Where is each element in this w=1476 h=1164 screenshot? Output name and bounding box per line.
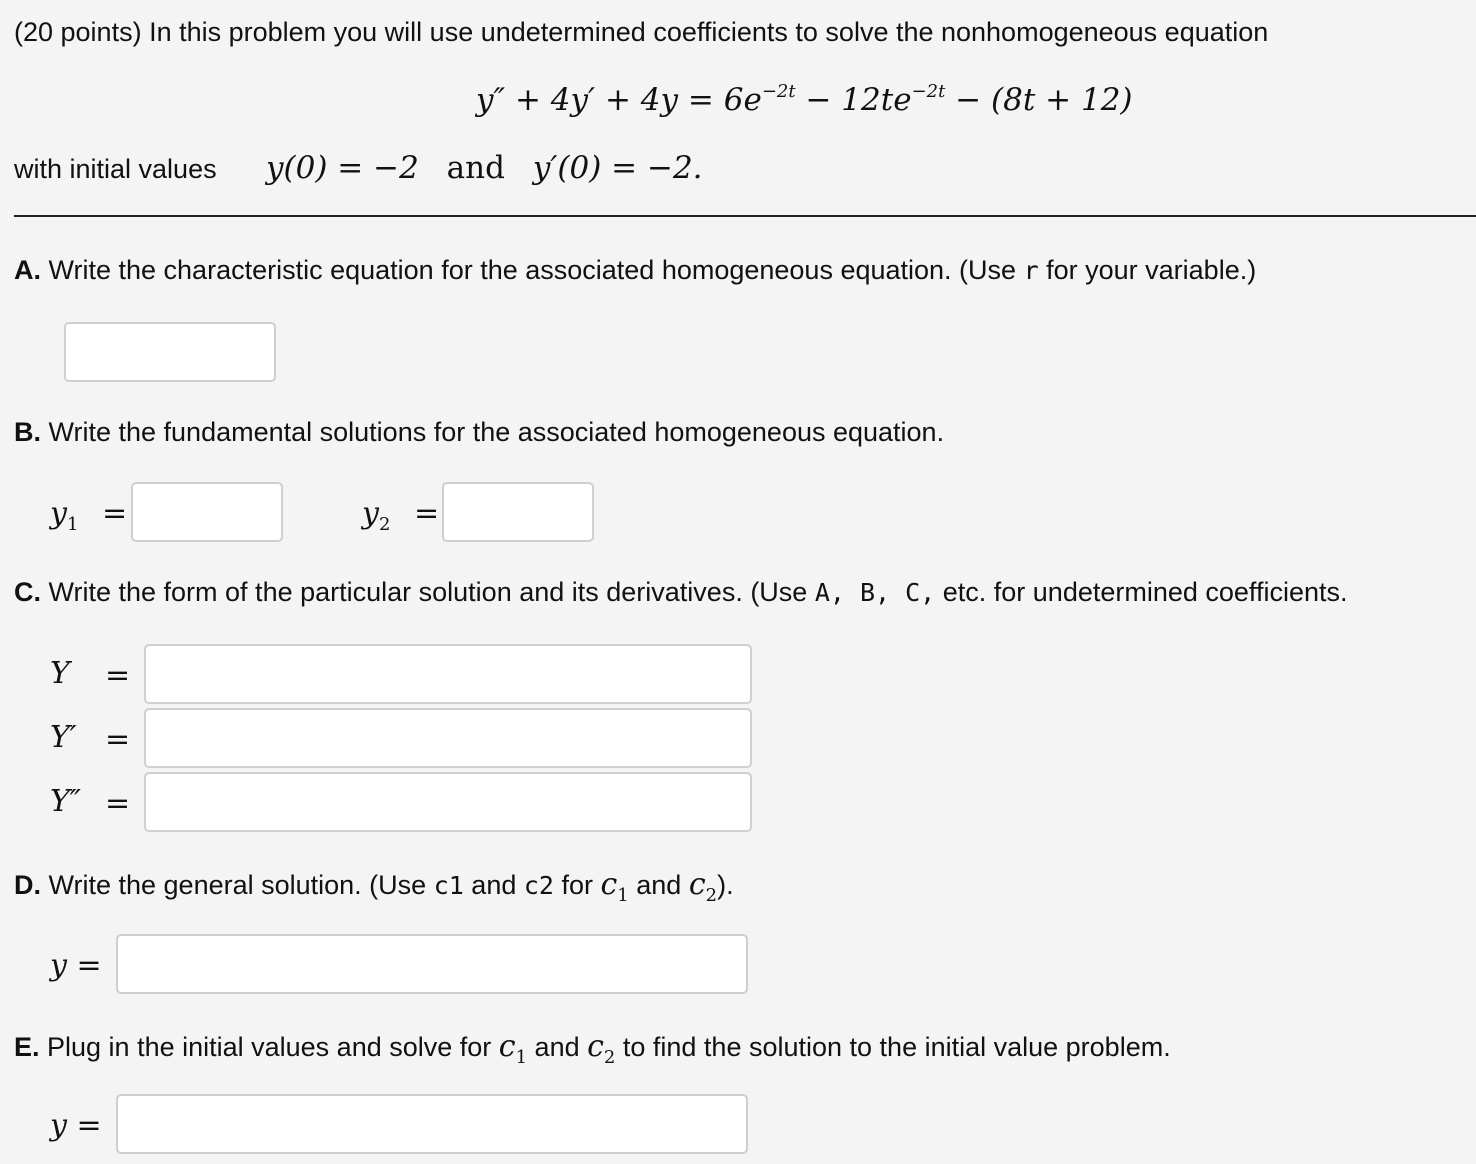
part-e-c2: c xyxy=(587,1029,604,1064)
part-e-letter: E. xyxy=(14,1032,40,1062)
section-divider xyxy=(14,215,1476,217)
particular-solution-Y-double-prime-input[interactable] xyxy=(144,772,752,832)
eq-plus-1: + xyxy=(514,82,541,118)
part-e-text-before: Plug in the initial values and solve for xyxy=(39,1032,499,1062)
characteristic-equation-input[interactable] xyxy=(64,322,276,382)
eq-term-6e-exponent: −2t xyxy=(761,81,796,102)
y2-label-sub: 2 xyxy=(378,514,391,535)
part-b-prompt xyxy=(14,417,944,448)
Y-prime-label: Y′ xyxy=(50,720,77,755)
y2-label xyxy=(362,496,440,535)
part-c-coefficients: A, B, C, xyxy=(814,578,936,607)
part-d-c2: c xyxy=(688,867,706,902)
Y-double-prime-equals: = xyxy=(105,786,131,821)
y2-equals: = xyxy=(413,496,440,531)
y2-label-y: y xyxy=(362,496,379,531)
eq-minus-2: − xyxy=(955,82,982,118)
eq-term-linear: (8t + 12) xyxy=(991,82,1133,118)
part-a-text-after: for your variable.) xyxy=(1038,255,1257,285)
particular-solution-Y-input[interactable] xyxy=(144,644,752,704)
part-d-end: ). xyxy=(717,870,734,900)
part-d-code-c2: c2 xyxy=(523,871,554,900)
eq-minus-1: − xyxy=(805,82,832,118)
main-equation xyxy=(476,82,1133,118)
eq-plus-2: + xyxy=(604,82,631,118)
part-d-text-before: Write the general solution. (Use xyxy=(41,870,434,900)
initial-values-label: with initial values xyxy=(14,154,217,184)
Y-equals: = xyxy=(105,658,131,693)
initial-condition-y0: y(0) = −2 xyxy=(266,150,419,186)
part-e-c1: c xyxy=(498,1029,516,1064)
particular-solution-Y-prime-input[interactable] xyxy=(144,708,752,768)
Y-double-prime-label: Y″ xyxy=(50,784,82,819)
part-b-text: Write the fundamental solutions for the associated homogeneous equation. xyxy=(41,417,945,447)
part-d-code-c1: c1 xyxy=(433,871,464,900)
part-e-prompt xyxy=(14,1029,1171,1068)
part-d-c1: c xyxy=(600,867,618,902)
part-a-text-before: Write the characteristic equation for the associated homogeneous equation. (Use xyxy=(41,255,1024,285)
y1-input[interactable] xyxy=(131,482,283,542)
y1-equals: = xyxy=(101,496,128,531)
part-b-letter: B. xyxy=(14,417,41,447)
part-c-text-before: Write the form of the particular solution and its derivatives. (Use xyxy=(41,577,815,607)
part-a-prompt xyxy=(14,255,1256,286)
part-c-letter: C. xyxy=(14,577,41,607)
part-a-variable: r xyxy=(1023,256,1039,285)
part-d-prompt xyxy=(14,867,734,906)
eq-term-6e: 6e xyxy=(723,82,762,118)
part-d-letter: D. xyxy=(14,870,41,900)
y1-label-y: y xyxy=(50,496,67,531)
eq-term-12te: 12te xyxy=(841,82,912,118)
problem-intro: (20 points) In this problem you will use undetermined coefficients to solve the nonhomogeneous equation xyxy=(14,17,1269,47)
Y-prime-equals: = xyxy=(105,722,131,757)
part-d-mid: and xyxy=(463,870,524,900)
general-solution-input[interactable] xyxy=(116,934,748,994)
part-d-and: and xyxy=(628,870,689,900)
eq-term-y-double-prime: y″ xyxy=(476,82,506,118)
part-e-and: and xyxy=(527,1032,588,1062)
part-e-text-after: to find the solution to the initial value problem. xyxy=(615,1032,1171,1062)
part-d-c1-sub: 1 xyxy=(617,885,629,906)
y2-input[interactable] xyxy=(442,482,594,542)
eq-term-12te-exponent: −2t xyxy=(911,81,946,102)
initial-values-conditions xyxy=(266,150,703,186)
part-e-c1-sub: 1 xyxy=(515,1047,528,1068)
eq-equals: = xyxy=(687,82,714,118)
general-solution-label: y = xyxy=(50,948,102,983)
initial-condition-and: and xyxy=(446,150,505,186)
Y-label: Y xyxy=(50,656,70,691)
part-c-text-after: etc. for undetermined coefficients. xyxy=(935,577,1348,607)
y1-label-sub: 1 xyxy=(66,514,79,535)
part-c-prompt xyxy=(14,577,1347,608)
part-d-c2-sub: 2 xyxy=(705,885,718,906)
part-d-for: for xyxy=(553,870,601,900)
ivp-solution-input[interactable] xyxy=(116,1094,748,1154)
y1-label xyxy=(50,496,128,535)
initial-condition-yprime0: y′(0) = −2. xyxy=(532,150,703,186)
ivp-solution-label: y = xyxy=(50,1108,102,1143)
eq-term-4y: 4y xyxy=(640,82,679,118)
part-e-c2-sub: 2 xyxy=(603,1047,616,1068)
part-a-letter: A. xyxy=(14,255,41,285)
eq-term-4y-prime: 4y′ xyxy=(550,82,596,118)
